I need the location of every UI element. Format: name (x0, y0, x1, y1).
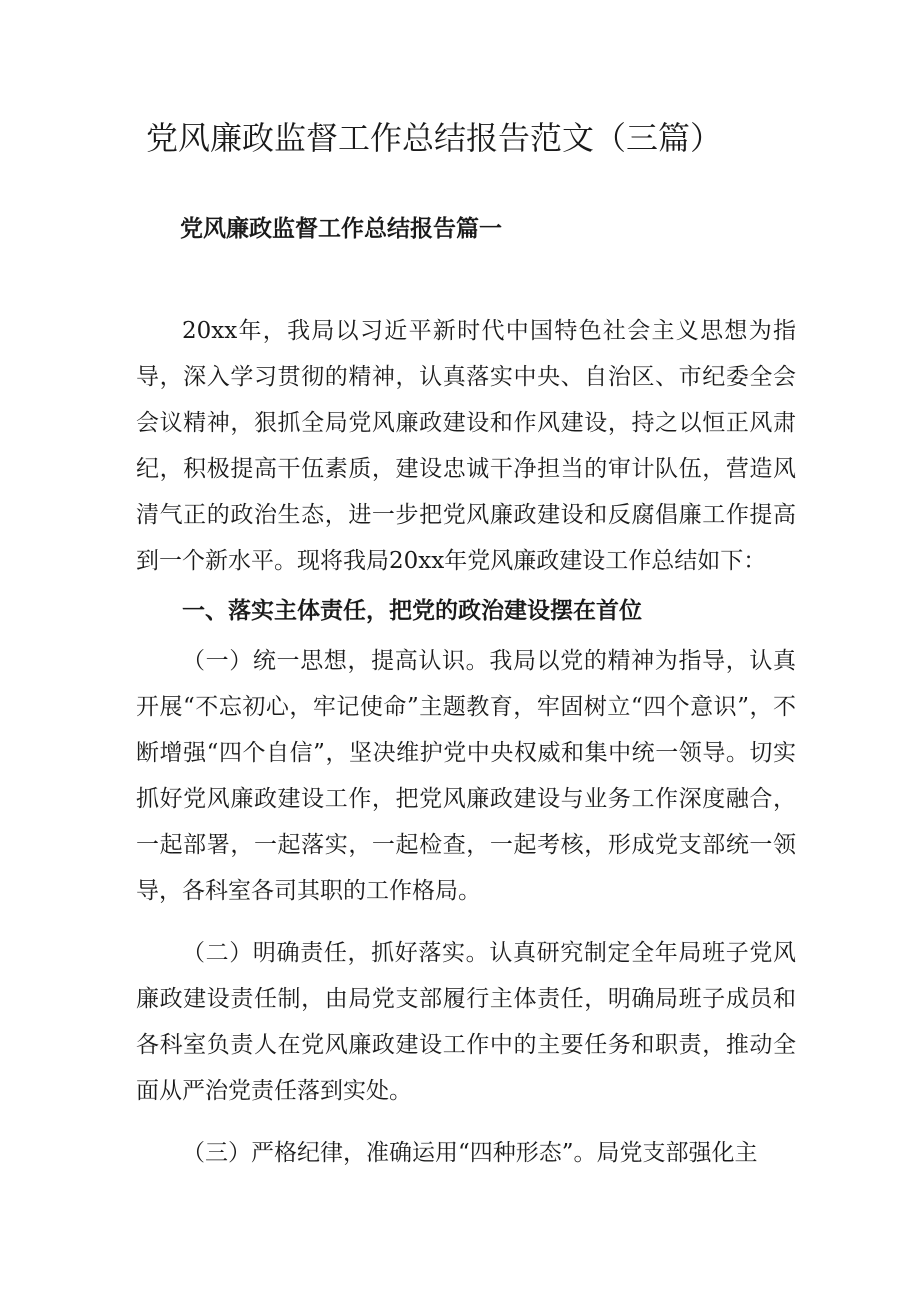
paragraph-3: （三）严格纪律，准确运用“四种形态”。局党支部强化主 (182, 1140, 758, 1166)
document-body (136, 308, 796, 1176)
paragraph-1: （一）统一思想，提高认识。我局以党的精神为指导，认真开展“不忘初心，牢记使命”主题教育，牢固树立“四个意识”，不断增强“四个自信”，坚决维护党中央权威和集中统一领导。切实抓好党风廉政建设工作，把党风廉政建设与业务工作深度融合，一起部署，一起落实，一起检查，一起考核，形成党支部统一领导，各科室各司其职的工作格局。 (136, 648, 796, 904)
paragraph-gap (136, 914, 796, 930)
section-subtitle: 党风廉政监督工作总结报告篇一 (180, 216, 502, 242)
document-title: 党风廉政监督工作总结报告范文（三篇） (146, 119, 723, 157)
paragraph-2: （二）明确责任，抓好落实。认真研究制定全年局班子党风廉政建设责任制，由局党支部履行主体责任，明确局班子成员和各科室负责人在党风廉政建设工作中的主要任务和职责，推动全面从严治党责任落到实处。 (136, 940, 796, 1104)
section-heading: 一、落实主体责任，把党的政治建设摆在首位 (182, 598, 642, 624)
intro-paragraph: 20xx年，我局以习近平新时代中国特色社会主义思想为指导，深入学习贯彻的精神，认真落实中央、自治区、市纪委全会会议精神，狠抓全局党风廉政建设和作风建设，持之以恒正风肃纪，积极提高干伍素质，建设忠诚干净担当的审计队伍，营造风清气正的政治生态，进一步把党风廉政建设和反腐倡廉工作提高到一个新水平。现将我局20xx年党风廉政建设工作总结如下： (136, 318, 796, 574)
paragraph-gap (136, 1114, 796, 1130)
